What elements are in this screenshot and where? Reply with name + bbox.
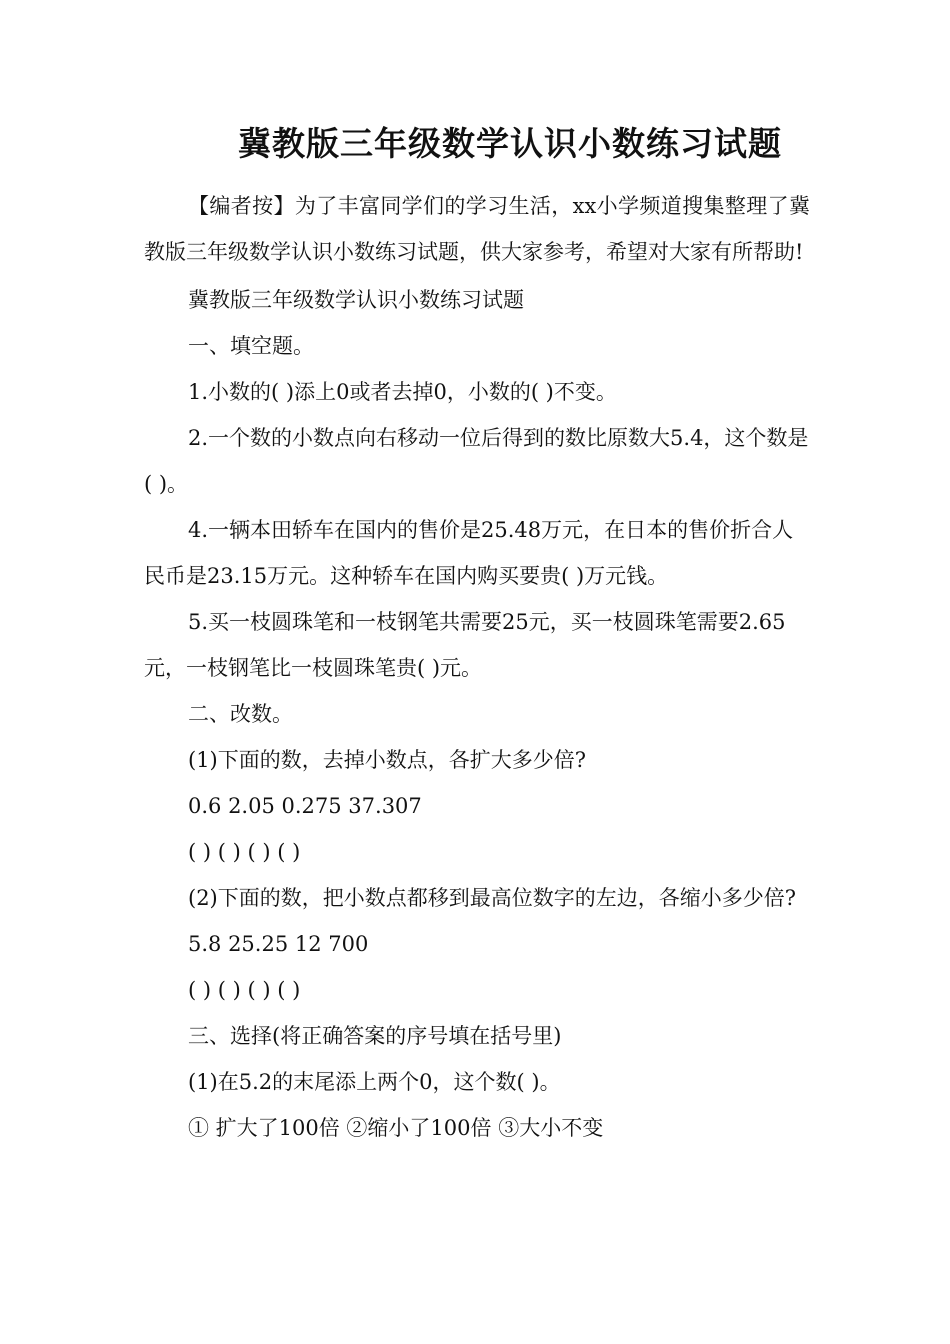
- answer-blanks: ( ) ( ) ( ) ( ): [188, 840, 301, 864]
- choice-options: ① 扩大了100倍 ②缩小了100倍 ③大小不变: [188, 1116, 604, 1140]
- question-paragraph: 4.一辆本田轿车在国内的售价是25.48万元，在日本的售价折合人民币是23.15万元。这种轿车在国内购买要贵( )万元钱。: [144, 518, 794, 588]
- section-heading: 三、选择(将正确答案的序号填在括号里): [188, 1024, 562, 1048]
- section-heading: 一、填空题。: [188, 334, 314, 358]
- intro-paragraph: 【编者按】为了丰富同学们的学习生活，xx小学频道搜集整理了冀教版三年级数学认识小数练习试题，供大家参考，希望对大家有所帮助!: [144, 194, 810, 264]
- question-paragraph: 2.一个数的小数点向右移动一位后得到的数比原数大5.4，这个数是( )。: [144, 426, 809, 496]
- question-paragraph: 1.小数的( )添上0或者去掉0，小数的( )不变。: [188, 380, 617, 404]
- question-paragraph: 5.买一枝圆珠笔和一枝钢笔共需要25元，买一枝圆珠笔需要2.65元，一枝钢笔比一枝圆珠笔贵( )元。: [144, 610, 786, 680]
- question-paragraph: (1)下面的数，去掉小数点，各扩大多少倍?: [188, 748, 587, 772]
- section-heading: 二、改数。: [188, 702, 293, 726]
- section-heading: 冀教版三年级数学认识小数练习试题: [188, 288, 524, 312]
- question-paragraph: (1)在5.2的末尾添上两个0，这个数( )。: [188, 1070, 561, 1094]
- document-title: 冀教版三年级数学认识小数练习试题: [238, 124, 782, 163]
- answer-blanks: ( ) ( ) ( ) ( ): [188, 978, 301, 1002]
- number-list: 0.6 2.05 0.275 37.307: [188, 794, 422, 818]
- question-paragraph: (2)下面的数，把小数点都移到最高位数字的左边，各缩小多少倍?: [188, 886, 797, 910]
- number-list: 5.8 25.25 12 700: [188, 932, 369, 956]
- document-body: [144, 183, 810, 1151]
